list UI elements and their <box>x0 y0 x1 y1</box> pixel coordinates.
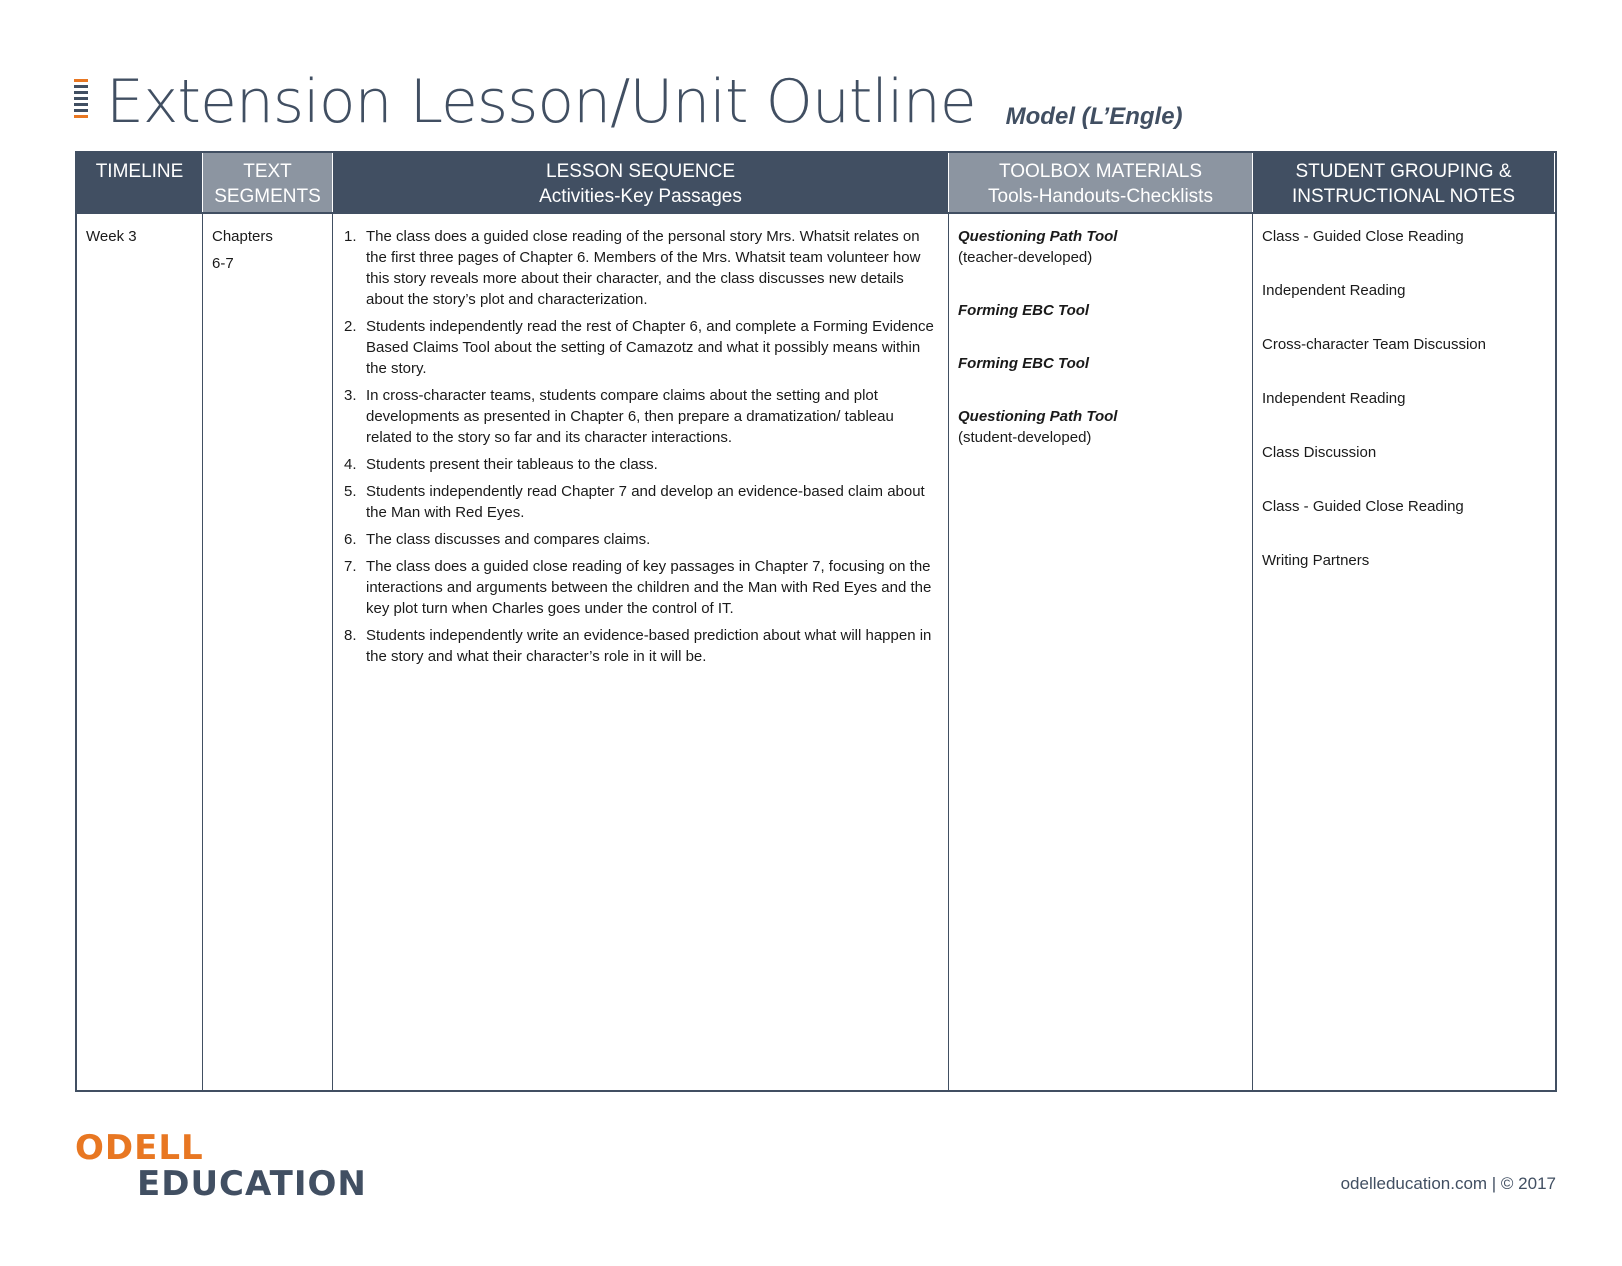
page-header <box>74 62 1183 142</box>
list-item: 6. The class discusses and compares claims. <box>344 531 651 548</box>
cell-lesson-sequence <box>333 212 949 1090</box>
list-item: 8. Students independently write an evidence-based prediction about what will happen in the story and what their character’s role in it will be. <box>344 627 932 665</box>
title-accent-bars-icon <box>74 79 88 127</box>
grouping-list <box>1262 226 1547 604</box>
list-item: Independent Reading <box>1262 282 1406 299</box>
list-item: 4. Students present their tableaus to the class. <box>344 456 658 473</box>
segment-label: Chapters <box>212 228 273 245</box>
list-item: 2. Students independently read the rest of Chapter 6, and complete a Forming Evidence Based Claims Tool about the setting of Camazotz and what it possibly means within the story. <box>344 318 934 377</box>
list-item: 5. Students independently read Chapter 7 and develop an evidence-based claim about the Man with Red Eyes. <box>344 483 925 521</box>
cell-student-grouping <box>1253 212 1555 1090</box>
lesson-list <box>342 226 940 667</box>
list-item: Class - Guided Close Reading <box>1262 228 1464 245</box>
column-header-student-grouping: STUDENT GROUPING & INSTRUCTIONAL NOTES <box>1253 153 1555 212</box>
tool-item: Questioning Path Tool (teacher-developed) <box>958 228 1118 266</box>
cell-timeline <box>77 212 203 1090</box>
list-item: Cross-character Team Discussion <box>1262 336 1486 353</box>
list-item: Class - Guided Close Reading <box>1262 498 1464 515</box>
cell-toolbox-materials <box>949 212 1253 1090</box>
column-header-timeline: TIMELINE <box>77 153 203 212</box>
list-item: Writing Partners <box>1262 552 1370 569</box>
column-header-text-segments: TEXT SEGMENTS <box>203 153 333 212</box>
page-subtitle: Model (L’Engle) <box>1005 103 1183 130</box>
page-title: Extension Lesson/Unit Outline <box>106 67 976 137</box>
tool-item: Forming EBC Tool <box>958 355 1090 372</box>
cell-text-segments <box>203 212 333 1090</box>
timeline-value: Week 3 <box>86 228 137 245</box>
list-item: Independent Reading <box>1262 390 1406 407</box>
column-header-lesson-sequence: LESSON SEQUENCE Activities-Key Passages <box>333 153 949 212</box>
list-item: 1. The class does a guided close reading of the personal story Mrs. Whatsit relates on the first three pages of Chapter 6. Members of the Mrs. Whatsit team volunteer how this story reveals more about their character, and the class discusses new details about the story’s plot and characterization. <box>344 228 921 308</box>
odell-education-logo: ODELL EDUCATION <box>75 1128 367 1204</box>
column-header-toolbox-materials: TOOLBOX MATERIALS Tools-Handouts-Checklists <box>949 153 1253 212</box>
tool-item: Forming EBC Tool <box>958 302 1090 319</box>
list-item: Class Discussion <box>1262 444 1377 461</box>
list-item: 3. In cross-character teams, students compare claims about the setting and plot developments as presented in Chapter 6, then prepare a dramatization/ tableau related to the story so far and its character interactions. <box>344 387 894 446</box>
tool-item: Questioning Path Tool (student-developed) <box>958 408 1118 446</box>
list-item: 7. The class does a guided close reading of key passages in Chapter 7, focusing on the interactions and arguments between the children and the Man with Red Eyes and the key plot turn when Charles goes under the control of IT. <box>344 558 932 617</box>
segment-range: 6-7 <box>212 255 234 272</box>
footer-copyright: odelleducation.com | © 2017 <box>1340 1174 1556 1193</box>
outline-table <box>75 151 1557 1092</box>
